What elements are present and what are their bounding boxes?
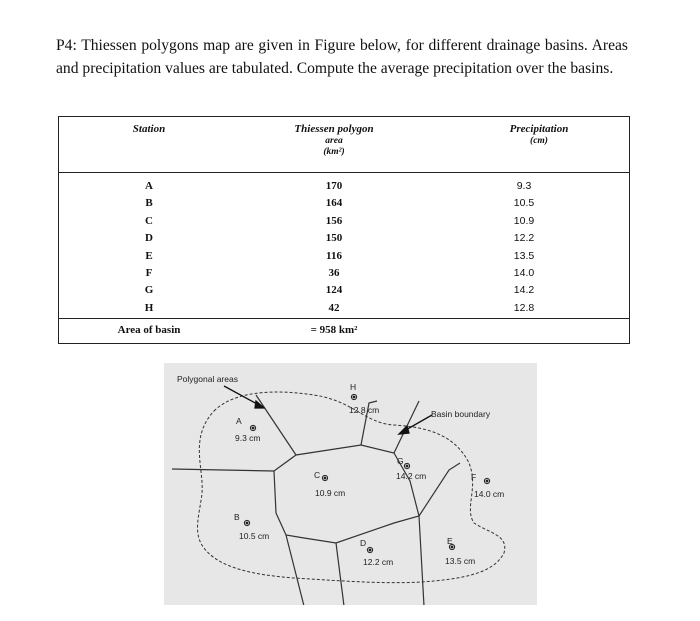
table-cell: C [145,214,153,227]
table-cell: H [144,301,154,314]
table-cell: 150 [325,232,343,245]
basin-boundary [198,392,505,583]
station-h-value: 12.8 cm [349,405,380,415]
station-column [129,178,169,317]
basin-boundary-label: Basin boundary [431,409,491,419]
table-cell: 164 [325,197,343,210]
precipitation-column [494,178,554,317]
station-header: Station [132,123,166,135]
station-c-value: 10.9 cm [315,488,346,498]
problem-statement: P4: Thiessen polygons map are given in Figure below, for different drainage basins. Areas and precipitation values are tabulated. Compute the average precipitation over the basins. [56,37,628,77]
table-cell: F [145,266,153,279]
station-a-label: A [236,416,242,426]
polygon-edges [172,395,460,605]
table-cell: 170 [325,180,343,192]
footer-divider [59,318,629,319]
station-b-label: B [234,512,240,522]
table-cell: 14.0 [513,266,535,279]
table-cell: 9.3 [516,180,532,192]
station-g-value: 14.2 cm [396,471,427,481]
station-a-value: 9.3 cm [235,433,261,443]
station-h-label: H [350,382,357,392]
station-g-label: G [397,456,404,466]
station-c-label: C [314,470,321,480]
station-d-value: 12.2 cm [363,557,394,567]
table-cell: 13.5 [513,249,535,262]
basin-area-value: = 958 km² [310,324,358,336]
station-e-value: 13.5 cm [445,556,476,566]
precipitation-header: Precipitation (cm) [509,123,569,146]
table-cell: 36 [328,266,340,279]
map-drawing [164,363,537,605]
table-cell: 14.2 [513,284,535,297]
station-f-value: 14.0 cm [474,489,505,499]
table-cell: 42 [328,301,340,314]
table-cell: A [145,180,153,192]
station-e-label: E [447,536,453,546]
basin-area-label: Area of basin [117,324,181,336]
station-b-value: 10.5 cm [239,531,270,541]
table-cell: 12.8 [513,301,535,314]
table-cell: 156 [325,214,343,227]
table-cell: 10.5 [513,197,535,210]
table-cell: 12.2 [513,232,535,245]
table-cell: B [145,197,153,210]
table-cell: D [145,232,153,245]
table-cell: G [144,284,154,297]
header-divider [59,172,629,173]
area-header: Thiessen polygon area (km²) [294,123,374,157]
table-cell: 124 [325,284,343,297]
precipitation-table [58,116,630,344]
polygonal-areas-label: Polygonal areas [177,374,238,384]
thiessen-polygon-map [164,363,537,605]
area-column [304,178,364,317]
table-cell: 116 [326,249,342,262]
table-cell: E [145,249,153,262]
table-cell: 10.9 [513,214,535,227]
station-f-label: F [471,472,477,482]
station-d-label: D [360,538,367,548]
